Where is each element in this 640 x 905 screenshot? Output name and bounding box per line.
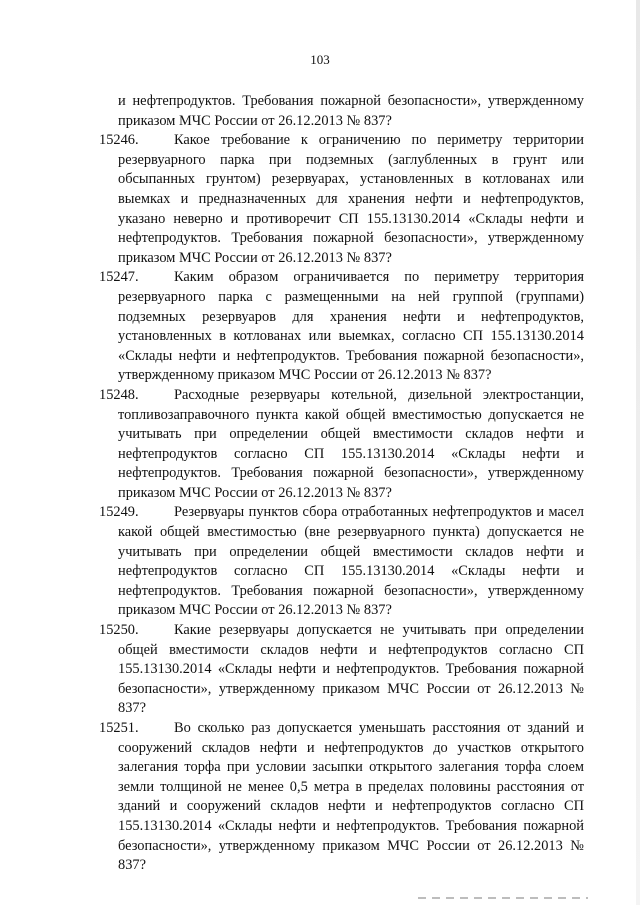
page-number: 103 [310,52,330,67]
continuation-paragraph: и нефтепродуктов. Требования пожарной безопасности», утвержденному приказом МЧС России от 26.12.2013 № 837? [118,93,584,129]
question-item [99,131,584,268]
question-item [99,503,584,621]
question-number: 15248. [99,386,139,403]
question-item [99,719,584,876]
question-item [99,386,584,504]
scan-edge-shadow [636,0,640,905]
question-number: 15246. [99,132,139,149]
question-text: Каким образом ограничивается по периметру территория резервуарного парка с размещенными на ней группой (группами) подземных резервуаров для хранения нефти и нефтепродуктов, установленных в котлованах или выемках, согласно СП 155.13130.2014 «Склады нефти и нефтепродуктов. Требования пожарной безопасности», утвержденному приказом МЧС России от 26.12.2013 № 837? [118,269,584,384]
question-text: Резервуары пунктов сбора отработанных нефтепродуктов и масел какой общей вместимостью (вне резервуарного пункта) допускается не учитывать при определении общей вместимости складов нефти и нефтепродуктов согласно СП 155.13130.2014 «Склады нефти и нефтепродуктов. Требования пожарной безопасности», утвержденному приказом МЧС России от 26.12.2013 № 837? [118,504,584,619]
question-text: Какое требование к ограничению по периметру территории резервуарного парка при подземных (заглубленных в грунт или обсыпанных грунтом) резервуарах, установленных в котлованах или выемках и предназначенных для хранения нефти и нефтепродуктов, указано неверно и противоречит СП 155.13130.2014 «Склады нефти и нефтепродуктов. Требования пожарной безопасности», утвержденному приказом МЧС России от 26.12.2013 № 837? [118,132,584,266]
question-item [99,268,584,386]
scan-bottom-artifact [418,897,588,899]
question-text: Расходные резервуары котельной, дизельной электростанции, топливозаправочного пункта какой общей вместимостью допускается не учитывать при определении общей вместимости складов нефти и нефтепродуктов согласно СП 155.13130.2014 «Склады нефти и нефтепродуктов. Требования пожарной безопасности», утвержденному приказом МЧС России от 26.12.2013 № 837? [118,386,584,501]
question-text: Какие резервуары допускается не учитывать при определении общей вместимости складов нефти и нефтепродуктов согласно СП 155.13130.2014 «Склады нефти и нефтепродуктов. Требования пожарной безопасности», утвержденному приказом МЧС России от 26.12.2013 № 837? [118,622,584,717]
question-item [99,621,584,719]
question-number: 15250. [99,622,139,639]
question-number: 15249. [99,504,139,521]
question-list [99,92,584,876]
question-number: 15251. [99,720,139,736]
question-number: 15247. [99,269,139,286]
question-text: Во сколько раз допускается уменьшать расстояния от зданий и сооружений складов нефти и нефтепродуктов до участков открытого залегания торфа при условии засыпки открытого залегания торфа слоем земли толщиной не менее 0,5 метра в пределах половины расстояния от зданий и сооружений складов нефти и нефтепродуктов согласно СП 155.13130.2014 «Склады нефти и нефтепродуктов. Требования пожарной безопасности», утвержденному приказом МЧС России от 26.12.2013 № 837? [118,720,584,874]
